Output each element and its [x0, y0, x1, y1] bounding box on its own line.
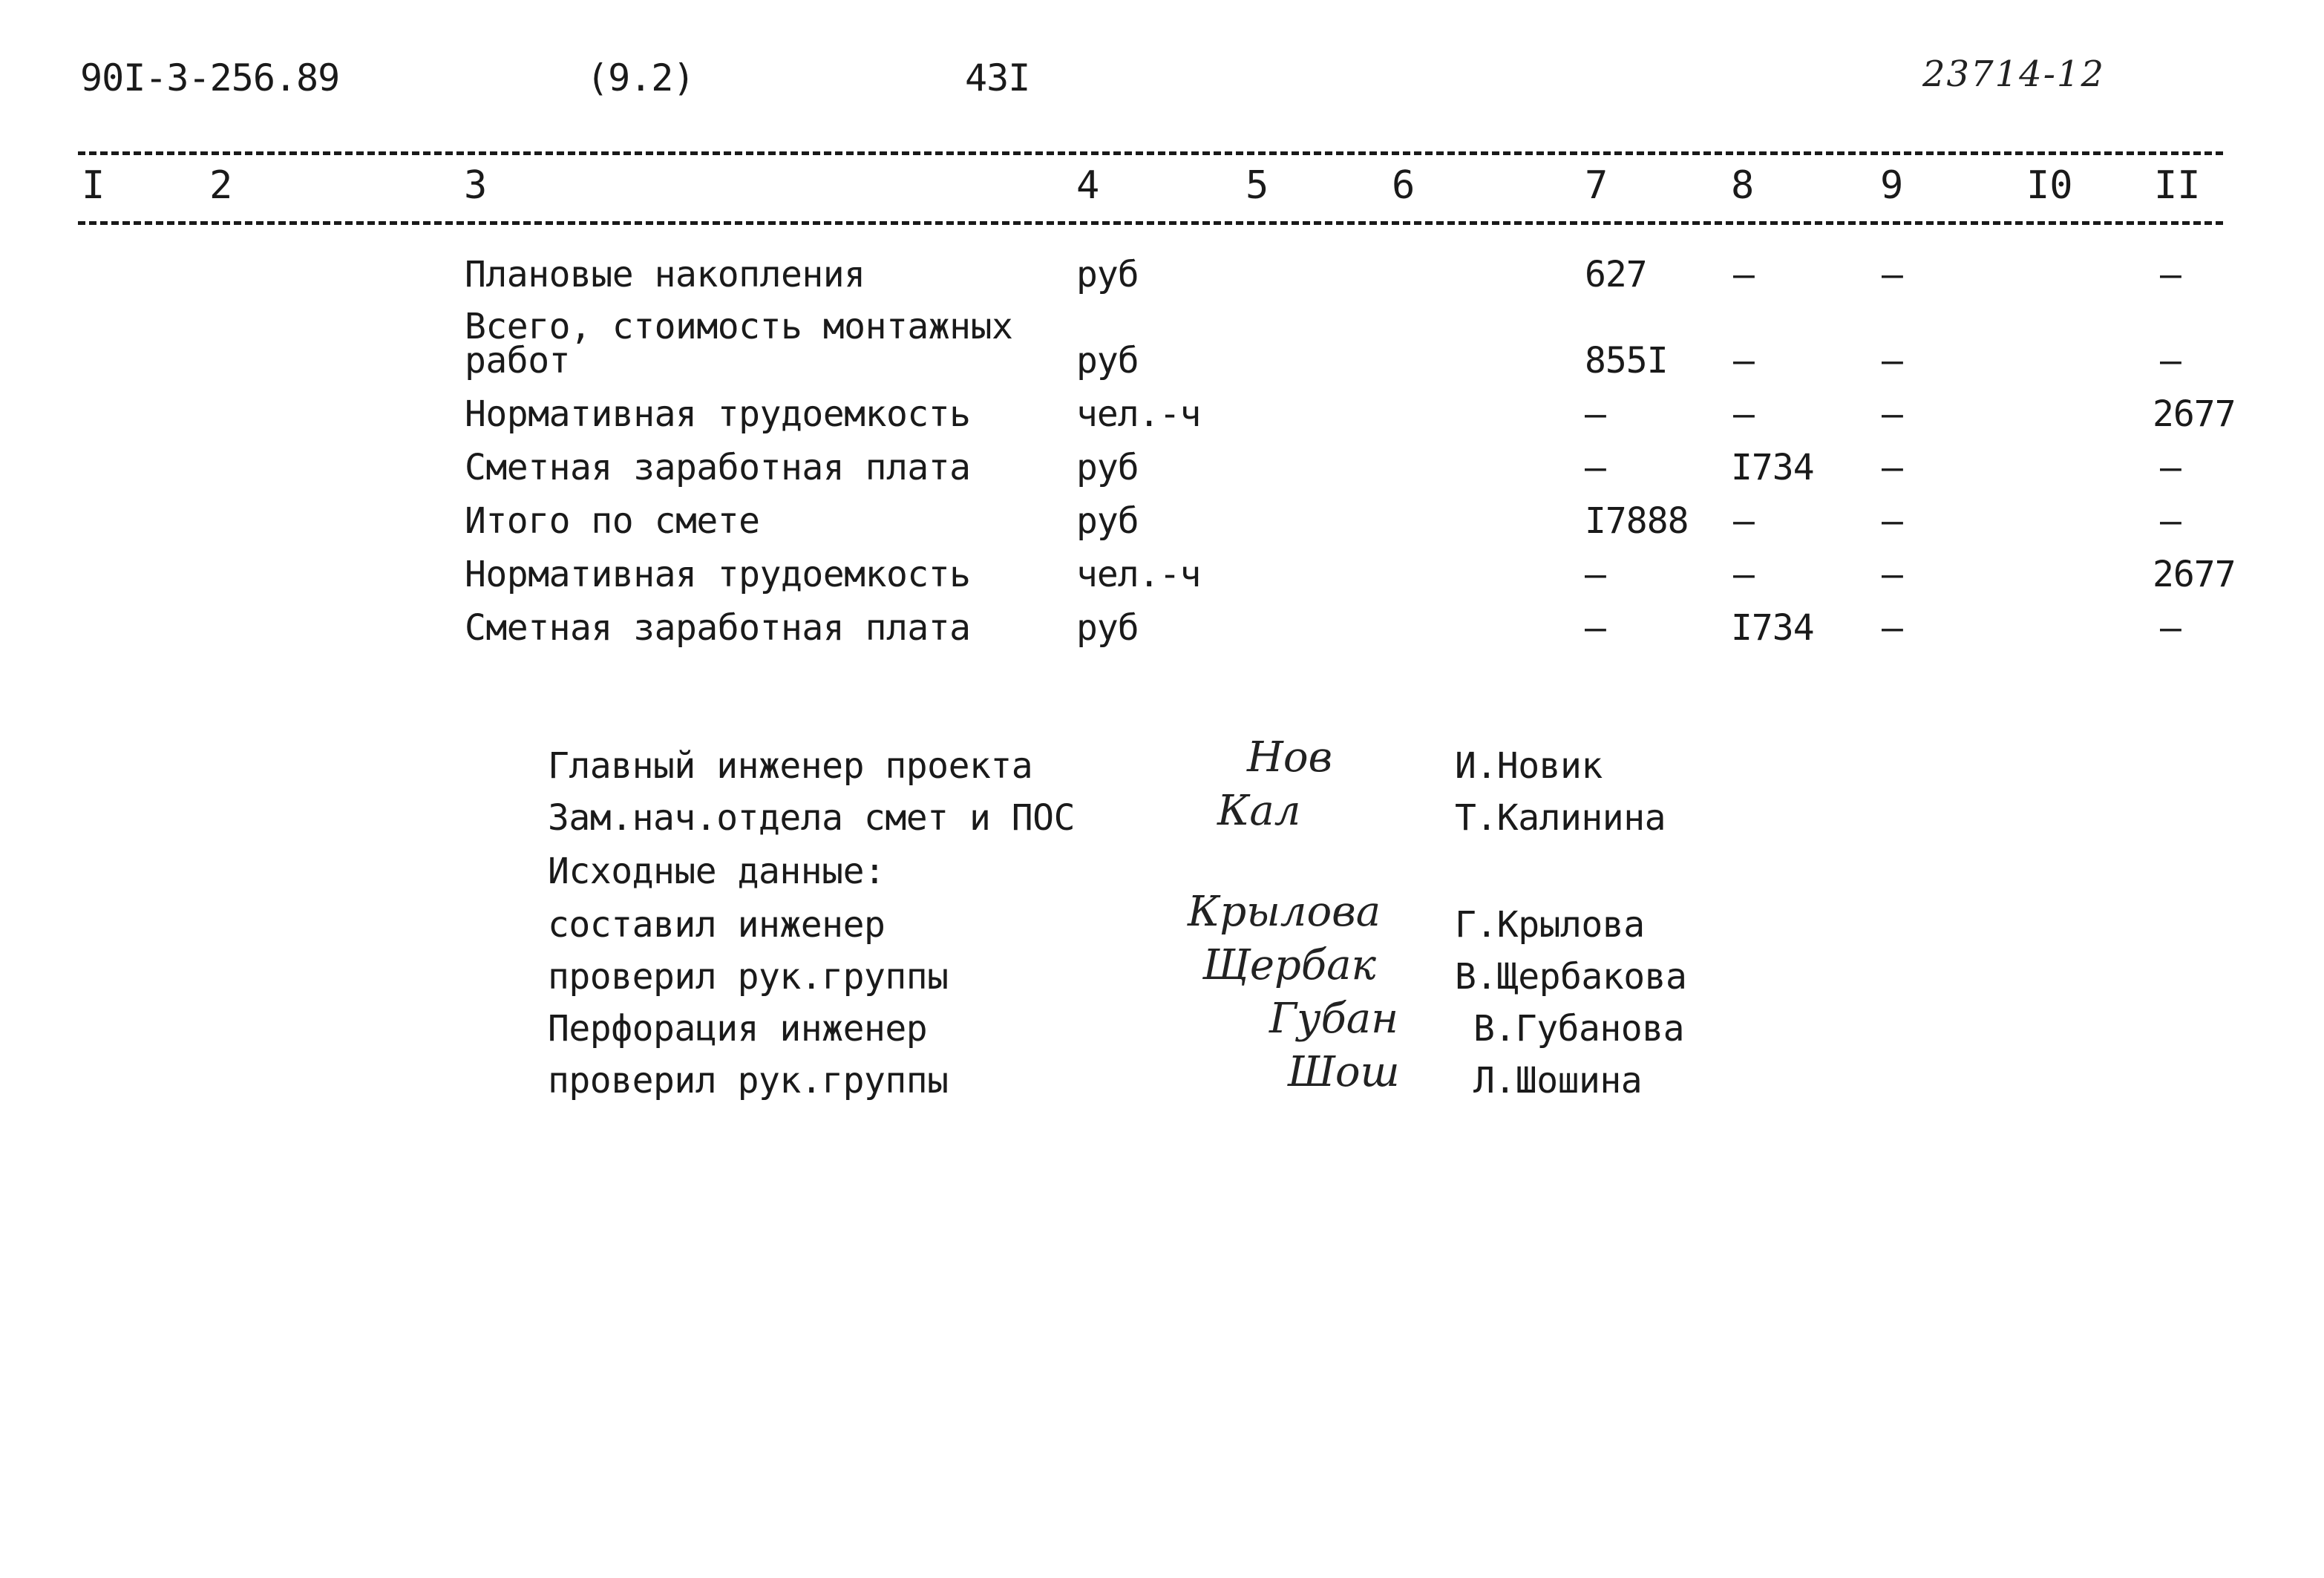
row-col11: 2677 — [2153, 554, 2236, 595]
column-header-8: 8 — [1731, 163, 1755, 208]
handwritten-signature: Щербак — [1202, 941, 1376, 989]
row-name-line1: Всего, стоимость монтажных — [465, 306, 1013, 347]
signature-role: Зам.нач.отдела смет и ПОС — [548, 797, 1075, 839]
signature-role: составил инженер — [548, 904, 886, 946]
row-name: Сметная заработная плата — [465, 607, 971, 649]
table-header-rule — [78, 221, 2223, 225]
row-unit: чел.-ч — [1076, 393, 1201, 435]
handwritten-signature: Шош — [1288, 1048, 1400, 1096]
column-header-1: I — [82, 163, 105, 208]
column-header-11: II — [2154, 163, 2201, 208]
signature-role: Главный инженер проекта — [548, 745, 1033, 787]
row-unit: руб — [1076, 254, 1139, 295]
signatory-name: Л.Шошина — [1473, 1060, 1643, 1101]
row-col9: – — [1882, 500, 1902, 542]
handwritten-doc-number: 23714-12 — [1922, 53, 2105, 95]
row-col7: – — [1585, 554, 1605, 595]
row-col11: – — [2160, 607, 2181, 649]
row-col8: – — [1733, 393, 1754, 435]
row-col11: – — [2160, 340, 2181, 382]
row-col7: I7888 — [1585, 500, 1689, 542]
column-header-5: 5 — [1246, 163, 1269, 208]
handwritten-signature: Губан — [1269, 995, 1399, 1043]
row-unit: руб — [1076, 607, 1139, 649]
signature-role: проверил рук.группы — [548, 1060, 949, 1101]
row-col9: – — [1882, 254, 1902, 295]
column-header-3: 3 — [464, 163, 488, 208]
row-col11: – — [2160, 254, 2181, 295]
row-col9: – — [1882, 554, 1902, 595]
row-name: Сметная заработная плата — [465, 447, 971, 488]
row-col7: – — [1585, 447, 1605, 488]
table-top-rule — [78, 151, 2223, 155]
row-col11: – — [2160, 500, 2181, 542]
signatory-name: В.Губанова — [1473, 1008, 1684, 1050]
section-number: (9.2) — [586, 56, 695, 99]
row-col7: 855I — [1585, 340, 1668, 382]
row-col8: – — [1733, 554, 1754, 595]
signatory-name: Г.Крылова — [1455, 904, 1645, 946]
document-code: 90I-3-256.89 — [80, 56, 340, 99]
row-name-line2: работ — [465, 340, 570, 382]
signature-role: Перфорация инженер — [548, 1008, 928, 1050]
column-header-6: 6 — [1392, 163, 1415, 208]
row-col9: – — [1882, 447, 1902, 488]
row-col9: – — [1882, 607, 1902, 649]
row-unit: чел.-ч — [1076, 554, 1201, 595]
handwritten-signature: Нов — [1247, 733, 1333, 782]
row-name: Плановые накопления — [465, 254, 865, 295]
row-col7: 627 — [1585, 254, 1647, 295]
row-name: Нормативная трудоемкость — [465, 393, 971, 435]
row-col11: 2677 — [2153, 393, 2236, 435]
row-col7: – — [1585, 393, 1605, 435]
row-unit: руб — [1076, 447, 1139, 488]
row-col8: I734 — [1731, 447, 1814, 488]
column-header-9: 9 — [1880, 163, 1904, 208]
signature-role: проверил рук.группы — [548, 956, 949, 998]
column-header-2: 2 — [209, 163, 233, 208]
row-col11: – — [2160, 447, 2181, 488]
row-col9: – — [1882, 340, 1902, 382]
page-number: 43I — [965, 56, 1030, 99]
row-col8: – — [1733, 340, 1754, 382]
handwritten-signature: Кал — [1217, 787, 1301, 835]
signatory-name: Т.Калинина — [1455, 797, 1666, 839]
row-name: Нормативная трудоемкость — [465, 554, 971, 595]
row-col8: – — [1733, 500, 1754, 542]
row-name: Итого по смете — [465, 500, 760, 542]
row-col8: I734 — [1731, 607, 1814, 649]
row-unit: руб — [1076, 340, 1139, 382]
signature-section-heading: Исходные данные: — [548, 851, 886, 892]
row-unit: руб — [1076, 500, 1139, 542]
column-header-4: 4 — [1076, 163, 1100, 208]
column-header-10: I0 — [2026, 163, 2073, 208]
row-col9: – — [1882, 393, 1902, 435]
row-col8: – — [1733, 254, 1754, 295]
signatory-name: В.Щербакова — [1455, 956, 1687, 998]
handwritten-signature: Крылова — [1188, 888, 1381, 936]
column-header-7: 7 — [1585, 163, 1608, 208]
row-col7: – — [1585, 607, 1605, 649]
signatory-name: И.Новик — [1455, 745, 1603, 787]
